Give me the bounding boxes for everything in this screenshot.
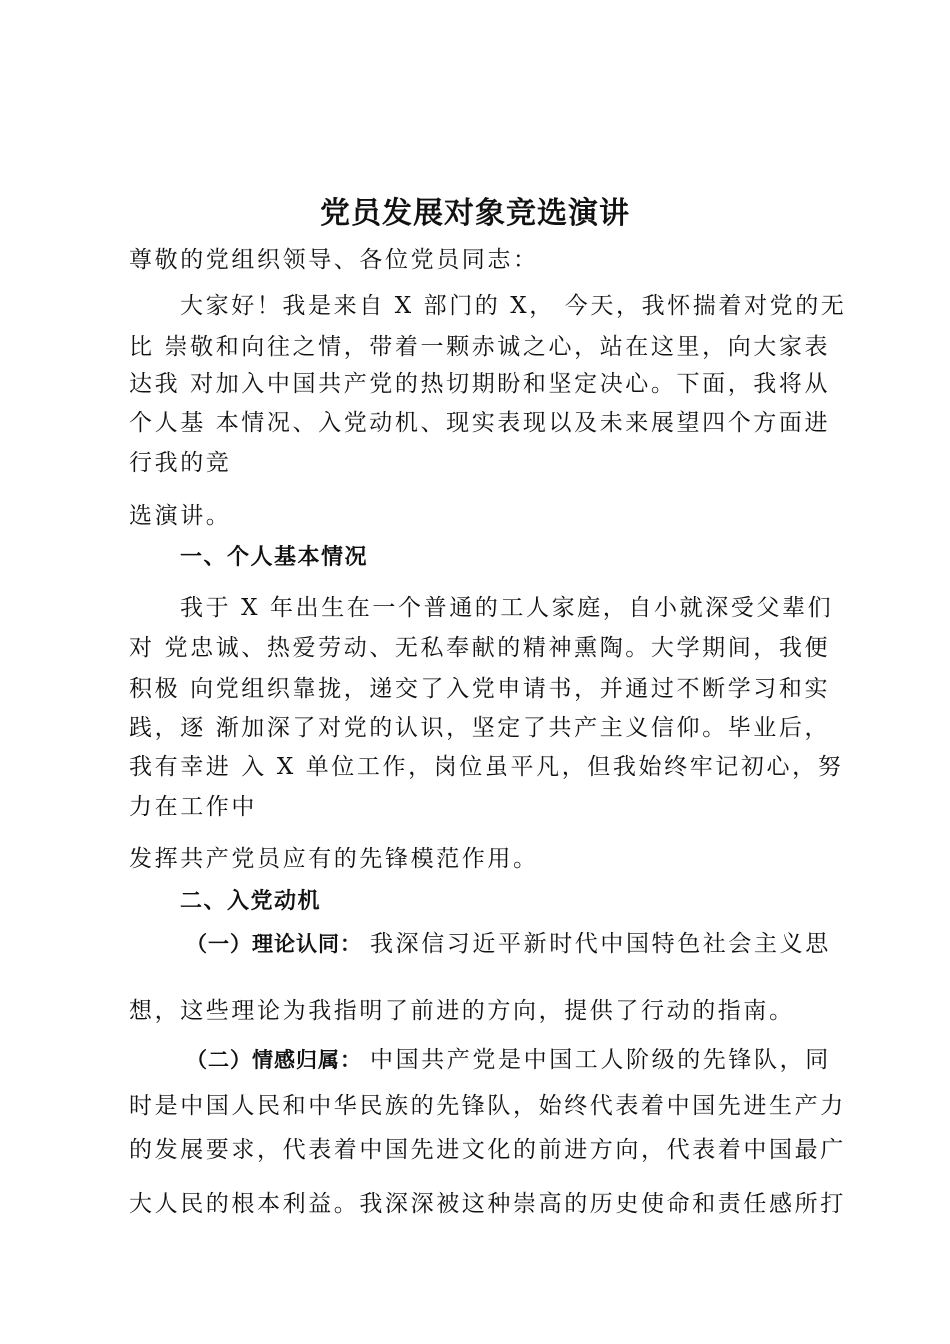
- salutation: 尊敬的党组织领导、各位党员同志：: [129, 247, 539, 273]
- section-1-line-1: 我于 X 年出生在一个普通的工人家庭，自小就深受父辈们: [180, 595, 834, 621]
- intro-line-3: 达我 对加入中国共产党的热切期盼和坚定决心。下面，我将从: [129, 371, 831, 397]
- subsection-1-first-line: [186, 928, 836, 960]
- intro-line-6: 选演讲。: [129, 503, 232, 529]
- subsection-2-line-3: 的发展要求，代表着中国先进文化的前进方向，代表着中国最广: [129, 1137, 846, 1163]
- section-1-line-7: 发挥共产党员应有的先锋模范作用。: [129, 846, 539, 872]
- document-title: 党员发展对象竞选演讲: [320, 196, 630, 231]
- section-1-line-3: 积极 向党组织靠拢，递交了入党申请书，并通过不断学习和实: [129, 676, 831, 702]
- subsection-2-label: （二）情感归属：: [186, 1048, 362, 1072]
- intro-line-4: 个人基 本情况、入党动机、现实表现以及未来展望四个方面进: [129, 410, 831, 436]
- intro-line-5: 行我的竞: [129, 450, 232, 476]
- section-1-line-2: 对 党忠诚、热爱劳动、无私奉献的精神熏陶。大学期间，我便: [129, 635, 831, 661]
- section-1-heading: 一、个人基本情况: [180, 545, 369, 570]
- subsection-1-label: （一）理论认同：: [186, 932, 362, 956]
- subsection-2-text: 中国共产党是中国工人阶级的先锋队，同: [370, 1047, 831, 1073]
- section-1-line-4: 践，逐 渐加深了对党的认识，坚定了共产主义信仰。毕业后，: [129, 715, 831, 741]
- subsection-2-line-4: 大人民的根本利益。我深深被这种崇高的历史使命和责任感所打: [129, 1191, 846, 1217]
- section-2-heading: 二、入党动机: [180, 889, 322, 914]
- subsection-1-continuation: 想，这些理论为我指明了前进的方向，提供了行动的指南。: [129, 998, 795, 1024]
- subsection-2-line-2: 时是中国人民和中华民族的先锋队，始终代表着中国先进生产力: [129, 1093, 846, 1119]
- section-1-line-5: 我有幸进 入 X 单位工作，岗位虽平凡，但我始终牢记初心，努: [129, 754, 844, 780]
- intro-line-2: 比 崇敬和向往之情，带着一颗赤诚之心，站在这里，向大家表: [129, 334, 831, 360]
- intro-line-1: 大家好！我是来自 X 部门的 X， 今天，我怀揣着对党的无: [180, 293, 847, 319]
- subsection-1-text: 我深信习近平新时代中国特色社会主义思: [370, 931, 831, 957]
- section-1-line-6: 力在工作中: [129, 794, 257, 820]
- subsection-2-first-line: [186, 1044, 836, 1076]
